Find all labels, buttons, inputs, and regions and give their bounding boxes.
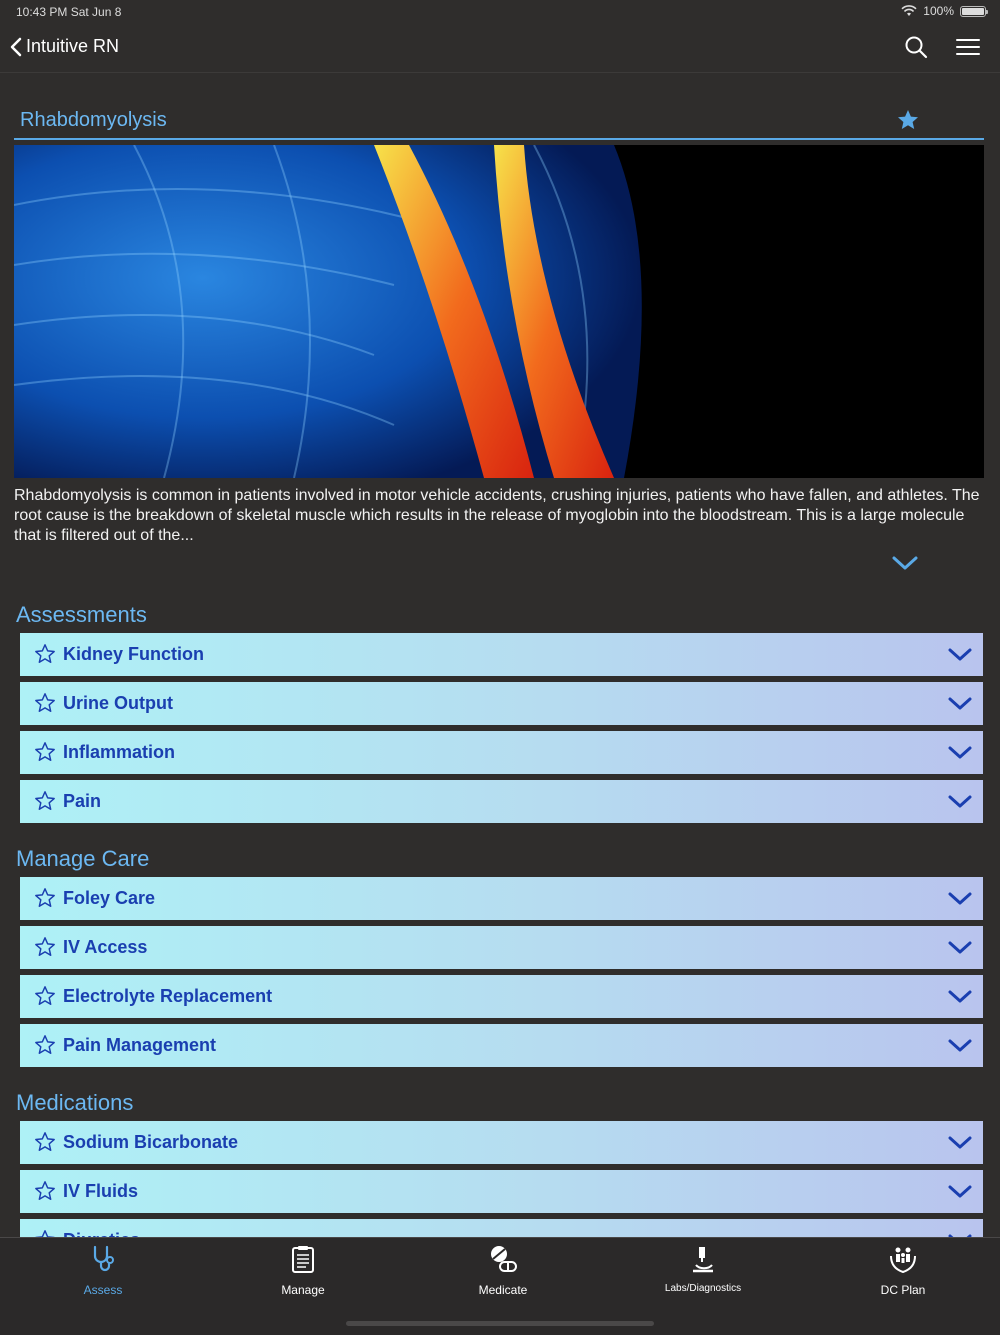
chevron-down-icon[interactable] (947, 939, 973, 957)
accordion-label: Urine Output (63, 693, 173, 713)
accordion-inflammation[interactable] (20, 731, 983, 774)
favorite-star-icon[interactable] (896, 108, 920, 132)
chevron-down-icon[interactable] (947, 1134, 973, 1152)
accordion-iv-fluids[interactable] (20, 1170, 983, 1213)
star-outline-icon[interactable] (34, 790, 56, 812)
chevron-down-icon[interactable] (947, 890, 973, 908)
tab-assess[interactable] (3, 1244, 203, 1297)
section-title-medications: Medications (16, 1090, 134, 1115)
clipboard-icon (288, 1244, 318, 1274)
tab-labs-diagnostics[interactable] (603, 1244, 803, 1294)
section-title-manage-care: Manage Care (16, 846, 150, 871)
search-icon[interactable] (904, 35, 928, 59)
accordion-iv-access[interactable] (20, 926, 983, 969)
stethoscope-icon (88, 1244, 118, 1274)
battery-icon (960, 6, 986, 17)
status-time: 10:43 PM Sat Jun 8 (16, 5, 122, 19)
star-outline-icon[interactable] (34, 887, 56, 909)
chevron-down-icon[interactable] (947, 793, 973, 811)
status-right (901, 4, 986, 18)
wifi-icon (901, 5, 917, 17)
tab-medicate[interactable] (403, 1244, 603, 1297)
nav-bar (0, 24, 1000, 73)
accordion-kidney-function[interactable] (20, 633, 983, 676)
star-outline-icon[interactable] (34, 985, 56, 1007)
star-outline-icon[interactable] (34, 692, 56, 714)
topic-header (14, 104, 984, 140)
chevron-down-icon[interactable] (947, 1183, 973, 1201)
home-indicator (346, 1321, 654, 1326)
expand-summary-chevron-icon[interactable] (890, 553, 920, 573)
chevron-down-icon[interactable] (947, 988, 973, 1006)
tab-label: Assess (83, 1283, 123, 1297)
accordion-foley-care[interactable] (20, 877, 983, 920)
section-title-assessments: Assessments (16, 602, 147, 627)
chevron-left-icon (10, 37, 22, 57)
star-outline-icon[interactable] (34, 741, 56, 763)
star-outline-icon[interactable] (34, 1180, 56, 1202)
back-label: Intuitive RN (26, 36, 120, 56)
chevron-down-icon[interactable] (947, 695, 973, 713)
chevron-down-icon[interactable] (947, 1037, 973, 1055)
pills-icon (488, 1244, 518, 1274)
microscope-icon (688, 1244, 718, 1274)
accordion-label: Electrolyte Replacement (63, 986, 273, 1006)
family-hands-icon (888, 1244, 918, 1274)
accordion-pain-management[interactable] (20, 1024, 983, 1067)
page-title: Rhabdomyolysis (20, 109, 167, 131)
tab-label: Manage (281, 1283, 325, 1297)
battery-percent: 100% (923, 4, 954, 18)
tab-dc-plan[interactable] (803, 1244, 1000, 1297)
tab-label: Medicate (478, 1283, 528, 1297)
tab-label: Labs/Diagnostics (664, 1283, 742, 1294)
topic-summary: Rhabdomyolysis is common in patients involved in motor vehicle accidents, crushing injuries, patients who have fallen, and athletes. The root cause is the breakdown of skeletal muscle which results in the release of myoglobin into the bloodstream. This is a large molecule that is filtered out of the... (14, 487, 980, 544)
accordion-urine-output[interactable] (20, 682, 983, 725)
hero-image (14, 145, 984, 478)
accordion-label: Pain (63, 791, 102, 811)
tab-label: DC Plan (880, 1283, 926, 1297)
muscle-illustration (14, 145, 984, 478)
accordion-label: Pain Management (63, 1035, 217, 1055)
accordion-label: Foley Care (63, 888, 156, 908)
accordion-label: IV Fluids (63, 1181, 139, 1201)
accordion-label: Inflammation (63, 742, 176, 762)
back-button[interactable] (10, 36, 119, 57)
tab-manage[interactable] (203, 1244, 403, 1297)
accordion-label: Sodium Bicarbonate (63, 1132, 239, 1152)
accordion-sodium-bicarbonate[interactable] (20, 1121, 983, 1164)
star-outline-icon[interactable] (34, 1034, 56, 1056)
accordion-label: Kidney Function (63, 644, 204, 664)
star-outline-icon[interactable] (34, 1131, 56, 1153)
accordion-label: IV Access (63, 937, 148, 957)
star-outline-icon[interactable] (34, 936, 56, 958)
accordion-electrolyte-replacement[interactable] (20, 975, 983, 1018)
chevron-down-icon[interactable] (947, 744, 973, 762)
chevron-down-icon[interactable] (947, 646, 973, 664)
accordion-pain[interactable] (20, 780, 983, 823)
menu-icon[interactable] (956, 35, 980, 59)
status-bar (0, 0, 1000, 24)
star-outline-icon[interactable] (34, 643, 56, 665)
